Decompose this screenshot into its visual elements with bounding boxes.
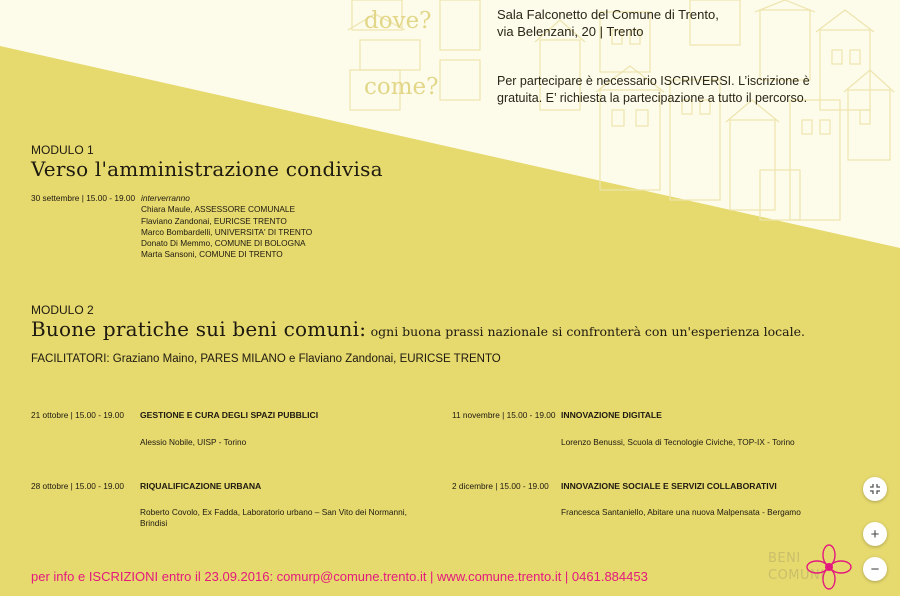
speaker-item: Donato Di Memmo, COMUNE DI BOLOGNA	[141, 238, 306, 249]
logo-word-comuni: COMUNI	[768, 568, 825, 583]
modulo1-label: MODULO 1	[31, 143, 94, 157]
session-title: GESTIONE E CURA DEGLI SPAZI PUBBLICI	[140, 410, 319, 420]
modulo1-date: 30 settembre | 15.00 - 19.00	[31, 193, 136, 203]
modulo1-speakers	[141, 193, 312, 261]
registration-info-line-2: gratuita. E’ richiesta la partecipazione a tutto il percorso.	[497, 91, 808, 105]
plus-icon: +	[870, 525, 880, 543]
session-date: 11 novembre | 15.00 - 19.00	[452, 410, 556, 420]
registration-info-line-1: Per partecipare è necessario ISCRIVERSI. L’iscrizione è	[497, 74, 810, 88]
fit-screen-icon	[869, 483, 881, 495]
speaker-item: Chiara Maule, ASSESSORE COMUNALE	[141, 204, 296, 215]
intervening-label: interverranno	[141, 193, 190, 203]
minus-icon: −	[870, 560, 880, 578]
speaker-item: Marco Bombardelli, UNIVERSITA' DI TRENTO	[141, 226, 313, 237]
session-speaker-line-2: Brindisi	[140, 518, 168, 529]
modulo2-heading	[31, 317, 805, 341]
session-title: RIQUALIFICAZIONE URBANA	[140, 481, 262, 491]
session-title: INNOVAZIONE SOCIALE E SERVIZI COLLABORATIVI	[561, 481, 777, 491]
session-speaker: Francesca Santaniello, Abitare una nuova Malpensata - Bergamo	[561, 507, 801, 517]
speaker-item: Marta Sansoni, COMUNE DI TRENTO	[141, 249, 283, 260]
session-date: 2 dicembre | 15.00 - 19.00	[452, 481, 549, 491]
session-speaker: Lorenzo Benussi, Scuola di Tecnologie Civiche, TOP-IX - Torino	[561, 437, 795, 447]
word-dove: dove?	[364, 8, 432, 34]
venue-line-1: Sala Falconetto del Comune di Trento,	[497, 7, 719, 22]
session-date: 28 ottobre | 15.00 - 19.00	[31, 481, 125, 491]
session-speaker-line-1: Roberto Covolo, Ex Fadda, Laboratorio urbano – San Vito dei Normanni,	[140, 507, 407, 517]
fit-screen-button[interactable]	[863, 477, 887, 501]
logo-word-beni: BENI	[768, 551, 801, 566]
modulo2-title: Buone pratiche sui beni comuni:	[31, 317, 367, 341]
session-speaker	[140, 507, 407, 530]
venue	[497, 6, 719, 40]
venue-line-2: via Belenzani, 20 | Trento	[497, 24, 644, 39]
registration-info	[497, 73, 857, 107]
session-date: 21 ottobre | 15.00 - 19.00	[31, 410, 125, 420]
beni-comuni-logo	[762, 544, 858, 594]
speaker-item: Flaviano Zandonai, EURICSE TRENTO	[141, 215, 287, 226]
facilitators: FACILITATORI: Graziano Maino, PARES MILANO e Flaviano Zandonai, EURICSE TRENTO	[31, 353, 501, 365]
word-come: come?	[364, 74, 439, 100]
zoom-out-button[interactable]	[863, 557, 887, 581]
zoom-in-button[interactable]	[863, 522, 887, 546]
session-title: INNOVAZIONE DIGITALE	[561, 410, 662, 420]
session-speaker: Alessio Nobile, UISP - Torino	[140, 437, 247, 447]
flower-icon	[806, 544, 852, 590]
modulo1-title: Verso l'amministrazione condivisa	[31, 157, 383, 181]
modulo2-label: MODULO 2	[31, 303, 94, 317]
footer-contact: per info e ISCRIZIONI entro il 23.09.2016: comurp@comune.trento.it | www.comune.trento.it | 0461.884453	[31, 569, 648, 584]
modulo2-subtitle: ogni buona prassi nazionale si confronterà con un'esperienza locale.	[370, 324, 805, 339]
